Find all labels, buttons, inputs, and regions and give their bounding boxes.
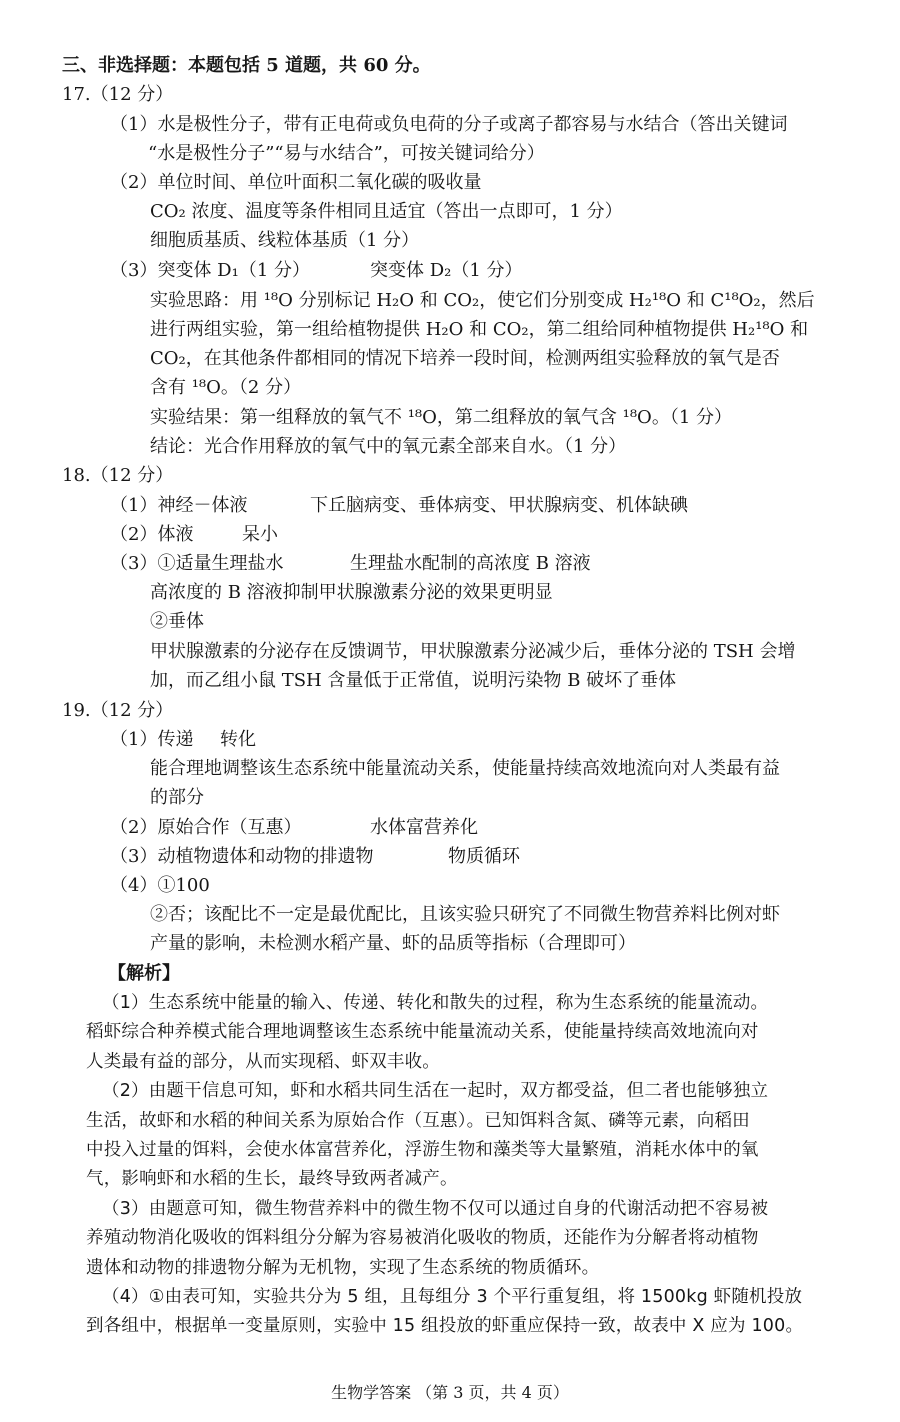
q19-part4-b: ②否；该配比不一定是最优配比，且该实验只研究了不同微生物营养料比例对虾 — [150, 904, 780, 925]
q19-part1-d: 的部分 — [150, 787, 204, 808]
analysis-4-line2: 到各组中，根据单一变量原则，实验中 15 组投放的虾重应保持一致，故表中 X 应为 100。 — [86, 1316, 804, 1336]
q17-part3-line2: 实验思路：用 ¹⁸O 分别标记 H₂O 和 CO₂，使它们分别变成 H₂¹⁸O 和 C¹⁸O₂，然后 — [150, 290, 815, 311]
q17-part2-line1: （2）单位时间、单位叶面积二氧化碳的吸收量 — [110, 172, 482, 193]
q17-part3-line3: 进行两组实验，第一组给植物提供 H₂O 和 CO₂，第二组给同种植物提供 H₂¹⁸O 和 — [150, 319, 809, 340]
analysis-3-line2: 养殖动物消化吸收的饵料组分分解为容易被消化吸收的物质，还能作为分解者将动植物 — [86, 1228, 759, 1248]
analysis-3-line1: （3）由题意可知，微生物营养料中的微生物不仅可以通过自身的代谢活动把不容易被 — [102, 1199, 769, 1219]
analysis-2-line1: （2）由题干信息可知，虾和水稻共同生活在一起时，双方都受益，但二者也能够独立 — [102, 1081, 769, 1101]
q19-part3-b: 物质循环 — [448, 846, 520, 867]
q19-part2-a: （2）原始合作（互惠） — [110, 817, 302, 838]
page-footer: 生物学答案 （第 3 页，共 4 页） — [331, 1383, 569, 1402]
q19-title: 19.（12 分） — [62, 700, 174, 721]
analysis-2-line3: 中投入过量的饵料，会使水体富营养化，浮游生物和藻类等大量繁殖，消耗水体中的氧 — [86, 1140, 759, 1160]
analysis-3-line3: 遗体和动物的排遗物分解为无机物，实现了生态系统的物质循环。 — [86, 1258, 600, 1278]
q19-part1-a: （1）传递 — [110, 729, 194, 750]
q17-part2-line2: CO₂ 浓度、温度等条件相同且适宜（答出一点即可，1 分） — [150, 201, 623, 222]
q17-part3-line1b: 突变体 D₂（1 分） — [370, 260, 523, 281]
analysis-4-line1: （4）①由表可知，实验共分为 5 组，且每组分 3 个平行重复组，将 1500kg 虾随机投放 — [102, 1287, 803, 1307]
q17-part1-line1: （1）水是极性分子，带有正电荷或负电荷的分子或离子都容易与水结合（答出关键词 — [110, 114, 788, 135]
analysis-2-line2: 生活，故虾和水稻的种间关系为原始合作（互惠）。已知饵料含氮、磷等元素，向稻田 — [86, 1111, 750, 1131]
q18-part2-a: （2）体液 — [110, 524, 194, 545]
analysis-1-line3: 人类最有益的部分，从而实现稻、虾双丰收。 — [86, 1052, 440, 1072]
q18-part3-a: （3）①适量生理盐水 — [110, 553, 284, 574]
q18-title: 18.（12 分） — [62, 465, 174, 486]
q19-part2-b: 水体富营养化 — [370, 817, 478, 838]
analysis-1-line2: 稻虾综合种养模式能合理地调整该生态系统中能量流动关系，使能量持续高效地流向对 — [86, 1022, 759, 1042]
q17-part2-line3: 细胞质基质、线粒体基质（1 分） — [150, 230, 420, 251]
q18-part3-b: 生理盐水配制的高浓度 B 溶液 — [350, 553, 591, 574]
q17-part3-line7: 结论：光合作用释放的氧气中的氧元素全部来自水。（1 分） — [150, 436, 627, 457]
analysis-heading: 【解析】 — [108, 963, 180, 984]
section-heading: 三、非选择题：本题包括 5 道题，共 60 分。 — [62, 55, 431, 76]
q17-part3-line6: 实验结果：第一组释放的氧气不 ¹⁸O，第二组释放的氧气含 ¹⁸O。（1 分） — [150, 407, 732, 428]
q17-part3-line4: CO₂，在其他条件都相同的情况下培养一段时间，检测两组实验释放的氧气是否 — [150, 348, 780, 369]
q17-part3-line5: 含有 ¹⁸O。（2 分） — [150, 377, 302, 398]
q18-part3-f: 加，而乙组小鼠 TSH 含量低于正常值，说明污染物 B 破坏了垂体 — [150, 670, 677, 691]
q19-part1-c: 能合理地调整该生态系统中能量流动关系，使能量持续高效地流向对人类最有益 — [150, 758, 780, 779]
analysis-1-line1: （1）生态系统中能量的输入、传递、转化和散失的过程，称为生态系统的能量流动。 — [102, 993, 769, 1013]
analysis-2-line4: 气，影响虾和水稻的生长，最终导致两者减产。 — [86, 1169, 458, 1189]
q19-part3-a: （3）动植物遗体和动物的排遗物 — [110, 846, 374, 867]
q18-part1-a: （1）神经－体液 — [110, 495, 248, 516]
q18-part3-e: 甲状腺激素的分泌存在反馈调节，甲状腺激素分泌减少后，垂体分泌的 TSH 会增 — [150, 641, 796, 662]
q18-part3-d: ②垂体 — [150, 611, 204, 632]
q18-part2-b: 呆小 — [242, 524, 278, 545]
q17-title: 17.（12 分） — [62, 84, 174, 105]
q19-part4-a: （4）①100 — [110, 875, 210, 896]
q17-part1-line2: “水是极性分子”“易与水结合”，可按关键词给分） — [148, 143, 545, 164]
q19-part4-c: 产量的影响，未检测水稻产量、虾的品质等指标（合理即可） — [150, 933, 636, 954]
q18-part3-c: 高浓度的 B 溶液抑制甲状腺激素分泌的效果更明显 — [150, 582, 553, 603]
q18-part1-b: 下丘脑病变、垂体病变、甲状腺病变、机体缺碘 — [310, 495, 688, 516]
q19-part1-b: 转化 — [220, 729, 256, 750]
q17-part3-line1a: （3）突变体 D₁（1 分） — [110, 260, 310, 281]
